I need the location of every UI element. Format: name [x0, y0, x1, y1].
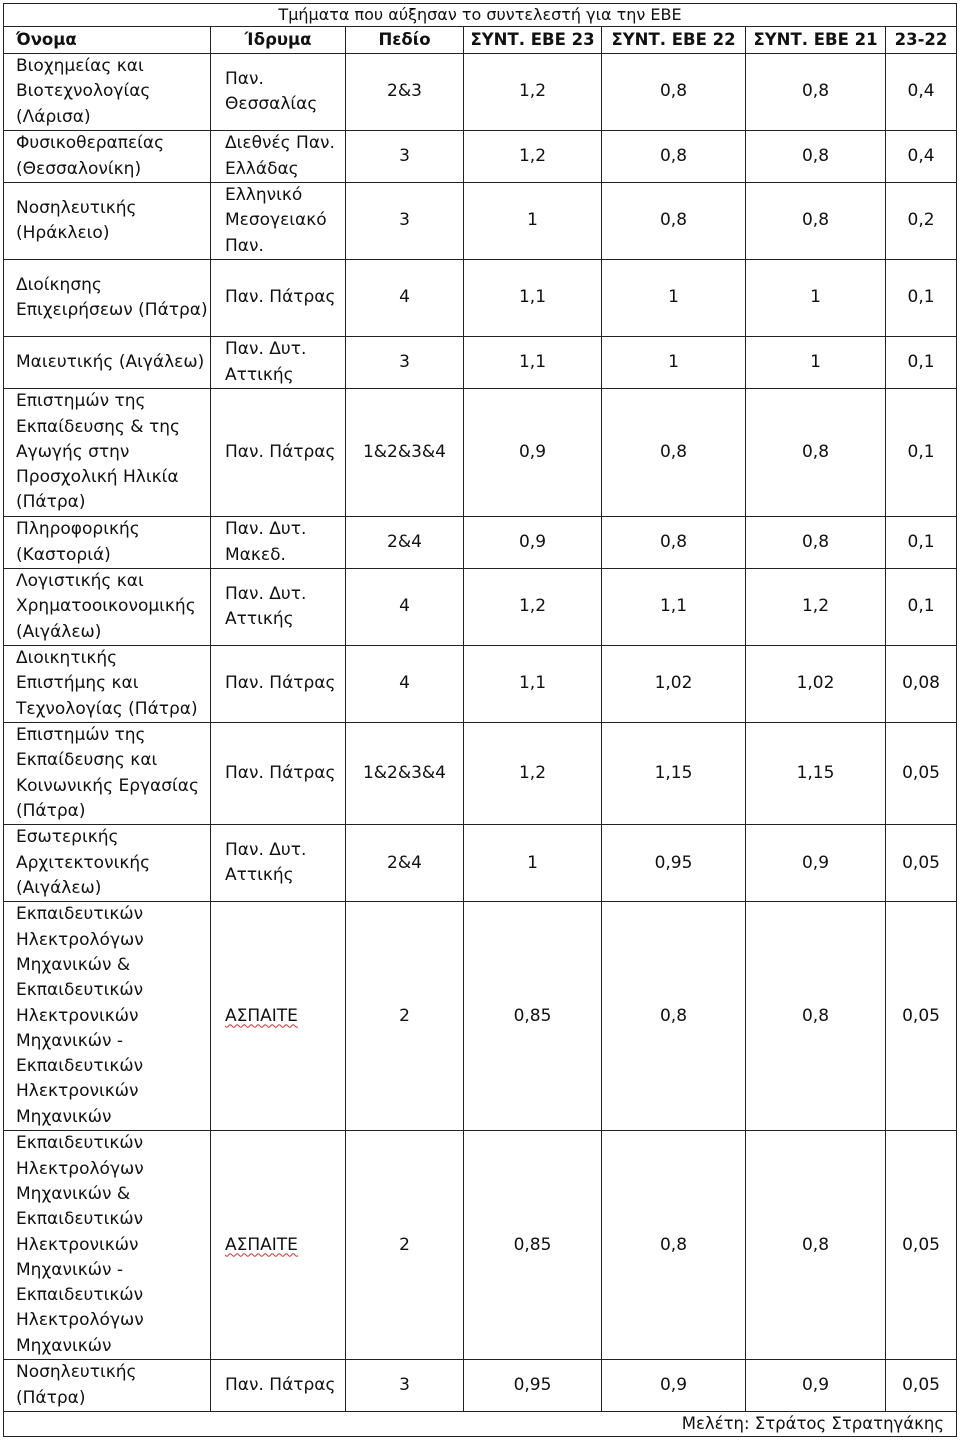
cell-field: 1&2&3&4: [346, 389, 464, 517]
cell-diff: 0,1: [886, 337, 957, 389]
table-row: [4, 260, 957, 337]
cell-ebe21: 0,9: [746, 825, 886, 902]
cell-ebe23: 1: [464, 825, 602, 902]
cell-ebe23: 1,1: [464, 260, 602, 337]
cell-ebe23: 1,2: [464, 131, 602, 183]
cell-name: Εκπαιδευτικών Ηλεκτρολόγων Μηχανικών & Εκπαιδευτικών Ηλεκτρονικών Μηχανικών - Εκπαιδευτικών Ηλεκτρολόγων Μηχανικών: [4, 1131, 211, 1360]
cell-ebe21: 0,8: [746, 54, 886, 131]
cell-field: 2: [346, 902, 464, 1131]
cell-name: Επιστημών της Εκπαίδευσης και Κοινωνικής Εργασίας (Πάτρα): [4, 723, 211, 825]
study-credit: Μελέτη: Στράτος Στρατηγάκης: [4, 1412, 957, 1437]
cell-name: Πληροφορικής (Καστοριά): [4, 517, 211, 569]
cell-ebe21: 1,02: [746, 646, 886, 723]
cell-institution: Διεθνές Παν. Ελλάδας: [211, 131, 346, 183]
cell-institution: [211, 569, 346, 646]
cell-field: 2&4: [346, 825, 464, 902]
cell-name: Μαιευτικής (Αιγάλεω): [4, 337, 211, 389]
cell-name: Εσωτερικής Αρχιτεκτονικής (Αιγάλεω): [4, 825, 211, 902]
cell-name: Νοσηλευτικής (Πάτρα): [4, 1360, 211, 1412]
cell-diff: 0,1: [886, 517, 957, 569]
cell-institution: [211, 825, 346, 902]
header-ebe23: ΣΥΝΤ. ΕΒΕ 23: [464, 27, 602, 54]
cell-institution: Ελληνικό Μεσογειακό Παν.: [211, 183, 346, 260]
cell-ebe21: 0,8: [746, 1131, 886, 1360]
cell-institution: Παν. Πάτρας: [211, 1360, 346, 1412]
cell-ebe22: 0,95: [602, 825, 746, 902]
cell-ebe21: 0,8: [746, 902, 886, 1131]
cell-ebe22: 0,8: [602, 1131, 746, 1360]
table-row: [4, 337, 957, 389]
header-ebe22: ΣΥΝΤ. ΕΒΕ 22: [602, 27, 746, 54]
cell-ebe22: 0,8: [602, 389, 746, 517]
cell-name: Φυσικοθεραπείας (Θεσσαλονίκη): [4, 131, 211, 183]
cell-ebe23: 0,95: [464, 1360, 602, 1412]
cell-field: 3: [346, 337, 464, 389]
cell-ebe22: 0,8: [602, 517, 746, 569]
cell-ebe22: 1: [602, 260, 746, 337]
table-row: [4, 183, 957, 260]
cell-ebe22: 0,8: [602, 131, 746, 183]
cell-ebe22: 0,8: [602, 902, 746, 1131]
cell-name: Λογιστικής και Χρηματοοικονομικής (Αιγάλεω): [4, 569, 211, 646]
cell-diff: 0,1: [886, 569, 957, 646]
cell-institution: [211, 517, 346, 569]
cell-ebe22: 1,15: [602, 723, 746, 825]
table-row: [4, 569, 957, 646]
cell-diff: 0,08: [886, 646, 957, 723]
cell-ebe21: 0,8: [746, 183, 886, 260]
cell-institution: Παν. Πάτρας: [211, 646, 346, 723]
table-row: [4, 1360, 957, 1412]
cell-field: 4: [346, 569, 464, 646]
cell-ebe23: 1,2: [464, 723, 602, 825]
cell-diff: 0,05: [886, 1131, 957, 1360]
cell-diff: 0,05: [886, 825, 957, 902]
cell-institution: Παν. Πάτρας: [211, 260, 346, 337]
cell-ebe22: 0,8: [602, 183, 746, 260]
cell-ebe21: 0,8: [746, 389, 886, 517]
cell-name: Διοικητικής Επιστήμης και Τεχνολογίας (Πάτρα): [4, 646, 211, 723]
cell-ebe22: 1: [602, 337, 746, 389]
cell-name: Επιστημών της Εκπαίδευσης & της Αγωγής στην Προσχολική Ηλικία (Πάτρα): [4, 389, 211, 517]
cell-name: Διοίκησης Επιχειρήσεων (Πάτρα): [4, 260, 211, 337]
table-row: [4, 517, 957, 569]
table-row: [4, 131, 957, 183]
coefficient-table: [3, 3, 957, 1437]
cell-field: 3: [346, 1360, 464, 1412]
cell-ebe22: 0,8: [602, 54, 746, 131]
cell-ebe23: 1,1: [464, 337, 602, 389]
cell-ebe21: 0,8: [746, 517, 886, 569]
table-row: [4, 723, 957, 825]
cell-field: 1&2&3&4: [346, 723, 464, 825]
cell-field: 2&4: [346, 517, 464, 569]
cell-ebe22: 1,02: [602, 646, 746, 723]
cell-diff: 0,1: [886, 389, 957, 517]
cell-institution-text: Παν. Δυτ. Αττικής: [225, 339, 307, 385]
table-row: [4, 902, 957, 1131]
cell-institution: Παν. Πάτρας: [211, 723, 346, 825]
table-title: Τμήματα που αύξησαν το συντελεστή για την ΕΒΕ: [4, 4, 957, 27]
cell-institution: [211, 337, 346, 389]
cell-institution-text: Παν. Δυτ. Μακεδ.: [225, 519, 307, 565]
cell-field: 2&3: [346, 54, 464, 131]
table-row: [4, 389, 957, 517]
cell-ebe23: 0,9: [464, 389, 602, 517]
cell-diff: 0,2: [886, 183, 957, 260]
cell-diff: 0,4: [886, 54, 957, 131]
cell-ebe23: 0,85: [464, 902, 602, 1131]
cell-institution-text: Παν. Δυτ. Αττικής: [225, 839, 307, 886]
header-diff: 23-22: [886, 27, 957, 54]
table-row: [4, 825, 957, 902]
cell-diff: 0,05: [886, 902, 957, 1131]
cell-ebe23: 0,9: [464, 517, 602, 569]
table-row: [4, 646, 957, 723]
cell-ebe21: 0,8: [746, 131, 886, 183]
cell-ebe22: 1,1: [602, 569, 746, 646]
table-row: [4, 54, 957, 131]
cell-field: 4: [346, 646, 464, 723]
header-ebe21: ΣΥΝΤ. ΕΒΕ 21: [746, 27, 886, 54]
cell-diff: 0,4: [886, 131, 957, 183]
cell-name: Νοσηλευτικής (Ηράκλειο): [4, 183, 211, 260]
cell-field: 3: [346, 131, 464, 183]
cell-institution-text: ΑΣΠΑΙΤΕ: [225, 1234, 298, 1255]
cell-ebe21: 1,15: [746, 723, 886, 825]
cell-ebe23: 1,2: [464, 54, 602, 131]
cell-institution-text: Παν. Δυτ. Αττικής: [225, 583, 307, 629]
cell-institution-text: ΑΣΠΑΙΤΕ: [225, 1005, 298, 1026]
cell-name: Βιοχημείας και Βιοτεχνολογίας (Λάρισα): [4, 54, 211, 131]
cell-ebe21: 0,9: [746, 1360, 886, 1412]
cell-ebe23: 1,2: [464, 569, 602, 646]
cell-ebe23: 1,1: [464, 646, 602, 723]
cell-ebe23: 0,85: [464, 1131, 602, 1360]
cell-field: 4: [346, 260, 464, 337]
cell-field: 2: [346, 1131, 464, 1360]
cell-ebe23: 1: [464, 183, 602, 260]
cell-institution: Παν. Θεσσαλίας: [211, 54, 346, 131]
cell-ebe21: 1,2: [746, 569, 886, 646]
cell-institution: [211, 1131, 346, 1360]
header-institution: Ίδρυμα: [211, 27, 346, 54]
cell-ebe21: 1: [746, 337, 886, 389]
cell-institution: [211, 902, 346, 1131]
cell-institution: Παν. Πάτρας: [211, 389, 346, 517]
cell-diff: 0,1: [886, 260, 957, 337]
cell-field: 3: [346, 183, 464, 260]
cell-diff: 0,05: [886, 1360, 957, 1412]
cell-diff: 0,05: [886, 723, 957, 825]
header-name: Όνομα: [4, 27, 211, 54]
cell-ebe21: 1: [746, 260, 886, 337]
header-field: Πεδίο: [346, 27, 464, 54]
cell-name: Εκπαιδευτικών Ηλεκτρολόγων Μηχανικών & Εκπαιδευτικών Ηλεκτρονικών Μηχανικών - Εκπαιδευτικών Ηλεκτρονικών Μηχανικών: [4, 902, 211, 1131]
cell-ebe22: 0,9: [602, 1360, 746, 1412]
table-row: [4, 1131, 957, 1360]
